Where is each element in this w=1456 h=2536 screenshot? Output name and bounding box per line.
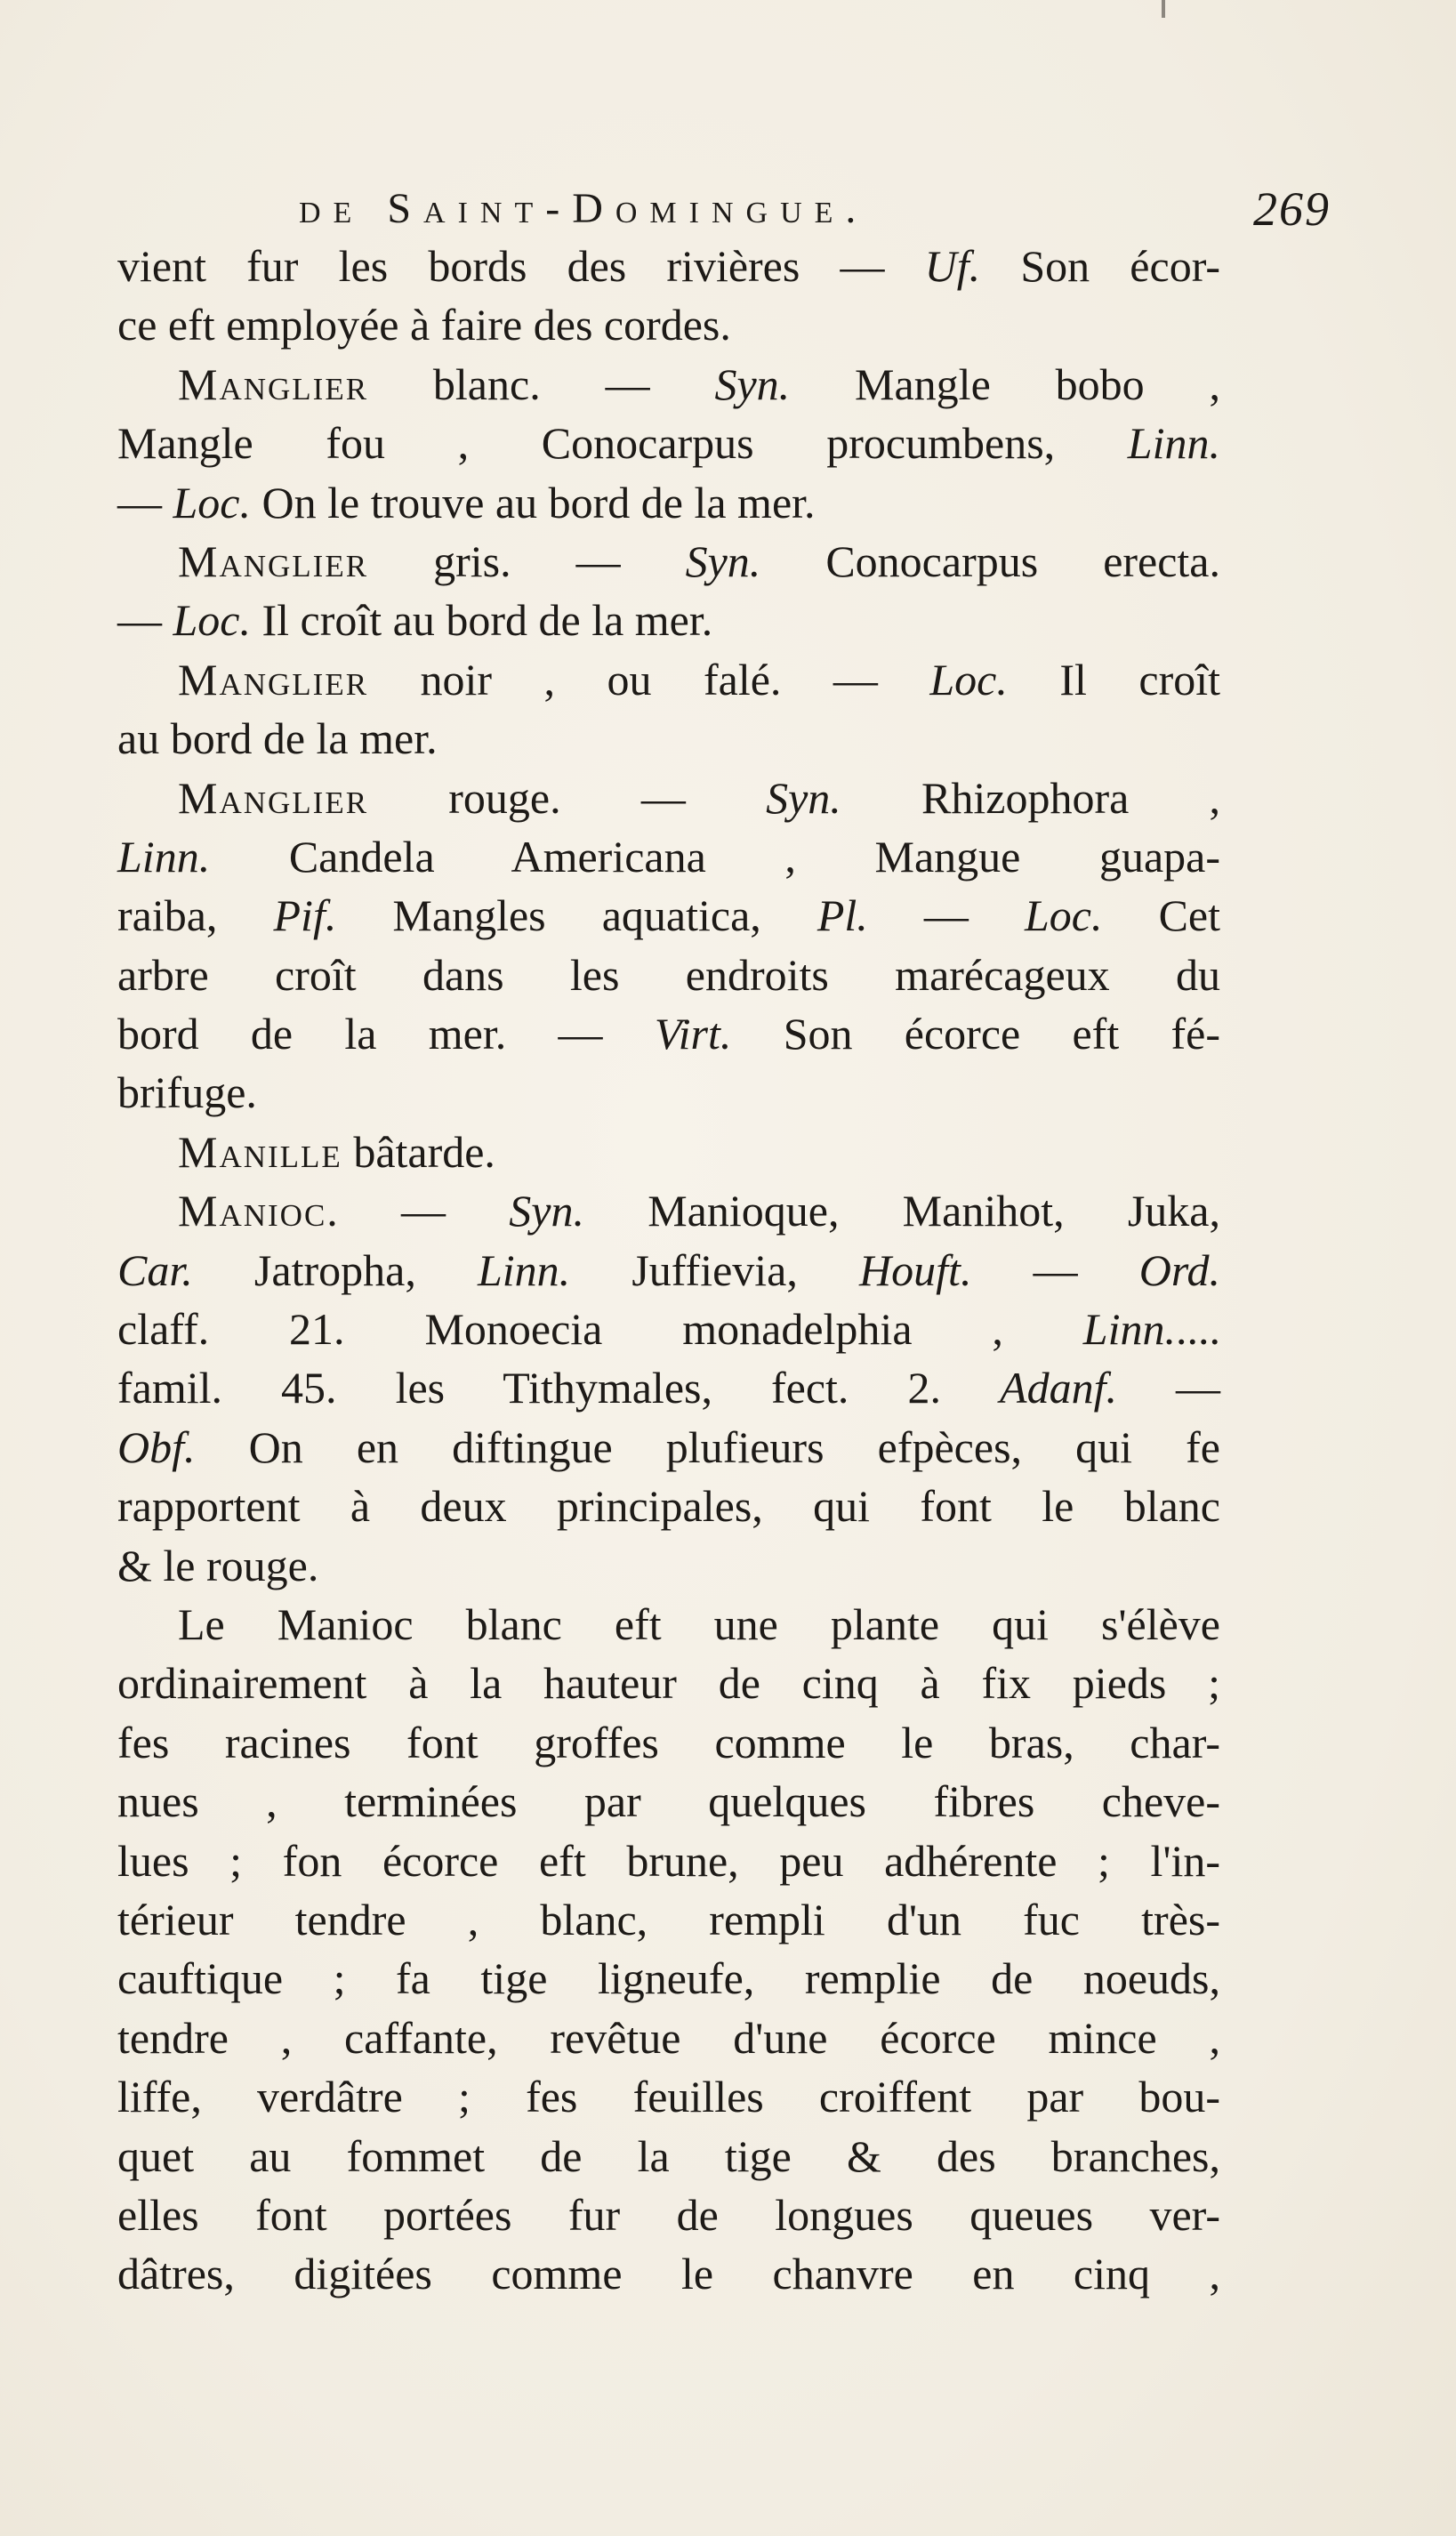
body-text <box>117 237 1220 2304</box>
margin-mark <box>1162 0 1165 18</box>
paragraph-start-line: Le Manioc blanc eft une plante qui s'élève <box>178 1598 1220 1649</box>
page-number: 269 <box>1253 182 1331 236</box>
text-line: tendre , caffante, revêtue d'une écorce mince , <box>117 2012 1220 2063</box>
text-line: — Loc. On le trouve au bord de la mer. <box>117 477 816 527</box>
text-line: Obf. On en diftingue plufieurs efpèces, qui fe <box>117 1421 1220 1472</box>
text-line: & le rouge. <box>117 1540 319 1590</box>
page-header <box>299 178 1331 240</box>
entry-line: Manglier rouge. — Syn. Rhizophora , <box>178 772 1221 823</box>
text-line: claff. 21. Monoecia monadelphia , Linn..... <box>117 1304 1220 1355</box>
text-line: fes racines font groffes comme le bras, char- <box>117 1717 1220 1767</box>
text-line: dâtres, digitées comme le chanvre en cinq , <box>117 2249 1220 2299</box>
text-line: rapportent à deux principales, qui font le blanc <box>117 1481 1220 1532</box>
text-line: vient fur les bords des rivières — Uf. Son écor- <box>117 241 1220 291</box>
text-line: Linn. Candela Americana , Mangue guapa- <box>117 831 1220 882</box>
text-line: quet au fommet de la tige & des branches, <box>117 2130 1220 2181</box>
entry-headword: Manglier <box>178 772 369 823</box>
text-line: bord de la mer. — Virt. Son écorce eft fé- <box>117 1009 1220 1059</box>
text-line: térieur tendre , blanc, rempli d'un fuc très- <box>117 1894 1220 1944</box>
entry-headword: Manglier <box>178 358 369 409</box>
text-line: arbre croît dans les endroits marécageux du <box>117 949 1220 1000</box>
text-line: lues ; fon écorce eft brune, peu adhérente ; l'in- <box>117 1835 1220 1886</box>
running-title: de Saint-Domingue. <box>299 185 869 232</box>
text-line: au bord de la mer. <box>117 713 438 764</box>
entry-line: Manglier noir , ou falé. — Loc. Il croît <box>178 654 1220 704</box>
text-line: — Loc. Il croît au bord de la mer. <box>117 595 713 646</box>
entry-headword: Manille <box>178 1126 342 1177</box>
text-line: nues , terminées par quelques fibres cheve- <box>117 1776 1220 1827</box>
entry-line: Manille bâtarde. <box>178 1126 495 1177</box>
text-line: Mangle fou , Conocarpus procumbens, Linn. <box>117 418 1220 469</box>
text-line: cauftique ; fa tige ligneufe, remplie de noeuds, <box>117 1953 1220 2004</box>
text-line: ordinairement à la hauteur de cinq à fix pieds ; <box>117 1658 1220 1709</box>
entry-headword: Manglier <box>178 654 369 704</box>
text-line: Car. Jatropha, Linn. Juffievia, Houft. — Ord. <box>117 1244 1220 1295</box>
text-line: famil. 45. les Tithymales, fect. 2. Adanf. — <box>117 1363 1221 1413</box>
text-line: elles font portées fur de longues queues ver- <box>117 2189 1220 2240</box>
entry-headword: Manglier <box>178 535 369 586</box>
text-line: ce eft employée à faire des cordes. <box>117 300 731 350</box>
entry-line: Manglier blanc. — Syn. Mangle bobo , <box>178 358 1221 409</box>
text-line: brifuge. <box>117 1067 257 1118</box>
entry-line: Manglier gris. — Syn. Conocarpus erecta. <box>178 535 1221 586</box>
entry-line: Manioc. — Syn. Manioque, Manihot, Juka, <box>178 1186 1220 1236</box>
text-line: liffe, verdâtre ; fes feuilles croiffent par bou- <box>117 2072 1220 2122</box>
text-line: raiba, Pif. Mangles aquatica, Pl. — Loc. Cet <box>117 890 1221 941</box>
entry-headword: Manioc <box>178 1186 327 1236</box>
